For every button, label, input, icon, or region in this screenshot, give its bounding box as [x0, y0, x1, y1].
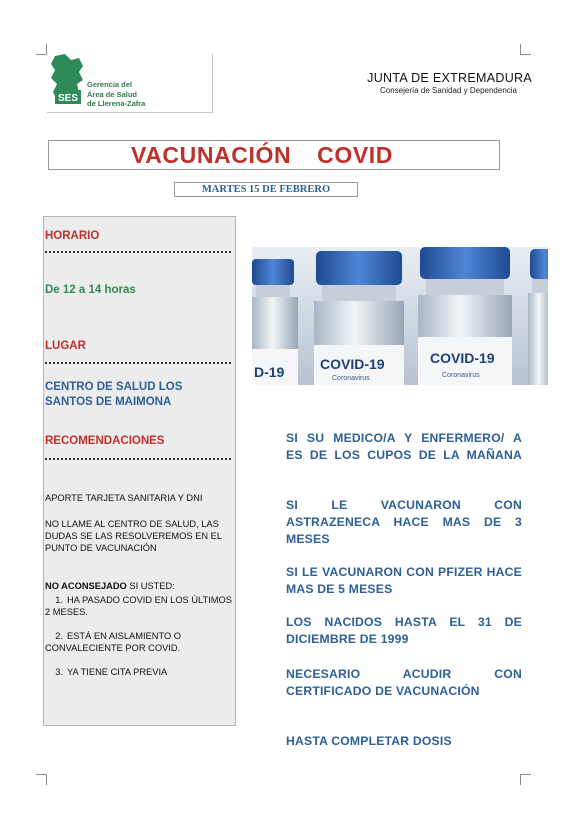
- corner-mark-bottom-left: [36, 774, 47, 785]
- vial-label: COVID-19: [430, 350, 495, 366]
- vial-label: D-19: [254, 364, 285, 380]
- logo-caption: [87, 80, 145, 109]
- logo-line: Gerencia del: [87, 80, 133, 89]
- horario-value: De 12 a 14 horas: [45, 284, 136, 296]
- vial-sublabel: Coronavirus: [442, 372, 480, 379]
- vaccine-vials-photo: [252, 247, 548, 385]
- no-aconsejado-suffix: SI USTED:: [126, 581, 175, 591]
- vial-sublabel: Coronavirus: [332, 375, 370, 382]
- dotted-divider: [45, 458, 231, 460]
- title-box: [48, 140, 500, 170]
- no-aconsejado-line: [45, 580, 233, 592]
- logo-line: de Llerena-Zafra: [87, 99, 146, 108]
- criterion-certificate: NECESARIO ACUDIR CON CERTIFICADO DE VACUNACIÓN: [286, 667, 522, 698]
- list-item: [45, 630, 233, 654]
- list-item: [45, 594, 233, 618]
- vials-illustration: [252, 247, 548, 385]
- item-text: YA TIENE CITA PREVIA: [67, 667, 168, 677]
- vial: [252, 259, 298, 385]
- item-number: 3.: [55, 667, 63, 677]
- recomendaciones-heading: RECOMENDACIONES: [45, 435, 165, 447]
- item-text: HA PASADO COVID EN LOS ÚLTIMOS 2 MESES.: [45, 595, 232, 617]
- item-number: 2.: [55, 631, 63, 641]
- corner-mark-top-right: [520, 44, 531, 55]
- vial-label: COVID-19: [320, 356, 385, 372]
- extremadura-map-icon: [49, 54, 85, 110]
- horario-heading: HORARIO: [45, 230, 100, 242]
- lugar-heading: LUGAR: [45, 340, 86, 352]
- info-sidebar: [43, 216, 236, 726]
- criterion-born-before: LOS NACIDOS HASTA EL 31 DE DICIEMBRE DE 1999: [286, 615, 522, 646]
- criterion-morning-quota: SI SU MEDICO/A Y ENFERMERO/ A ES DE LOS CUPOS DE LA MAÑANA: [286, 431, 522, 462]
- tip-no-call: NO LLAME AL CENTRO DE SALUD, LAS DUDAS SE LAS RESOLVEREMOS EN EL PUNTO DE VACUNACIÓN: [45, 519, 222, 553]
- list-item: [45, 666, 233, 678]
- event-date: MARTES 15 DE FEBRERO: [201, 184, 331, 195]
- department-name: Consejería de Sanidad y Dependencia: [380, 86, 517, 95]
- institution-name: JUNTA DE EXTREMADURA: [367, 71, 532, 85]
- corner-mark-bottom-right: [520, 774, 531, 785]
- vial: [418, 247, 512, 385]
- item-number: 1.: [55, 595, 63, 605]
- criterion-astrazeneca: SI LE VACUNARON CON ASTRAZENECA HACE MAS DE 3 MESES: [286, 498, 522, 546]
- criterion-pfizer: SI LE VACUNARON CON PFIZER HACE MAS DE 5 MESES: [286, 565, 522, 596]
- ses-logo: [47, 54, 213, 113]
- criterion-complete-doses: HASTA COMPLETAR DOSIS: [286, 734, 452, 748]
- vial: [314, 251, 404, 385]
- logo-line: Área de Salud: [87, 89, 138, 99]
- lugar-value: CENTRO DE SALUD LOS SANTOS DE MAIMONA: [45, 381, 183, 408]
- tip-card-id: APORTE TARJETA SANITARIA Y DNI: [45, 493, 203, 503]
- item-text: ESTÁ EN AISLAMIENTO O CONVALECIENTE POR COVID.: [45, 631, 182, 653]
- date-box: [174, 182, 358, 197]
- conditions-list: [45, 594, 233, 690]
- page-title: VACUNACIÓN COVID: [130, 142, 393, 168]
- no-aconsejado-label: NO ACONSEJADO: [45, 581, 127, 591]
- vial: [528, 249, 548, 385]
- logo-mark-text: SES: [57, 93, 79, 104]
- dotted-divider: [45, 362, 231, 364]
- dotted-divider: [45, 251, 231, 253]
- corner-mark-top-left: [36, 44, 47, 55]
